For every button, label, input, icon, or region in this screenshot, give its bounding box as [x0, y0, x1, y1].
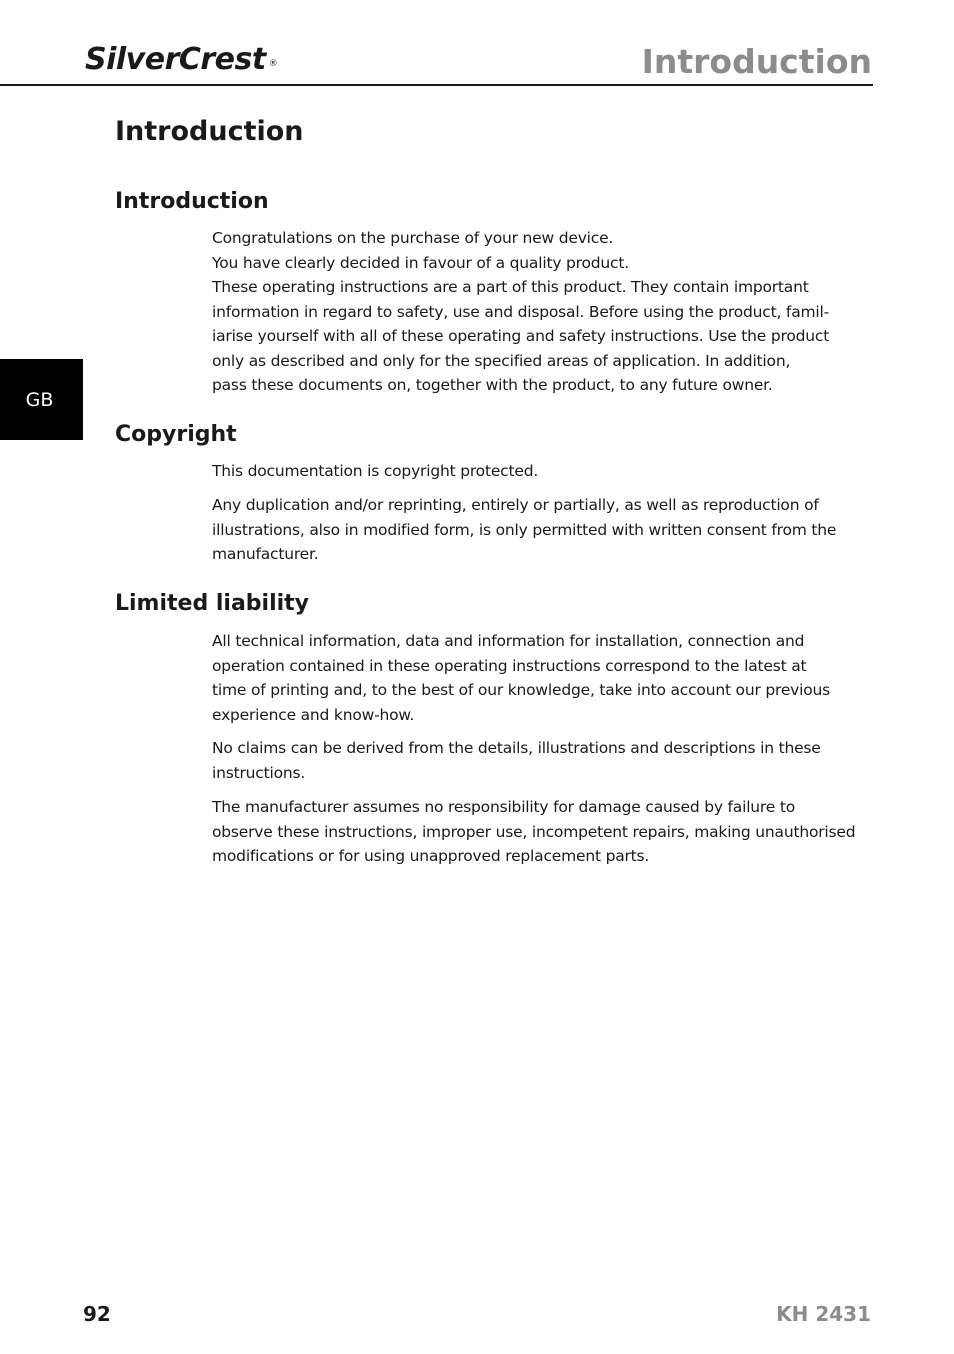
liability-paragraph-2: [212, 736, 847, 785]
model-number: KH 2431: [776, 1302, 871, 1326]
text-line: time of printing and, to the best of our knowledge, take into account our previous: [212, 681, 831, 699]
text-line: iarise yourself with all of these operating and safety instructions. Use the product: [212, 327, 830, 345]
text-line: Congratulations on the purchase of your new device.: [212, 229, 614, 247]
brand-logo: [85, 40, 277, 80]
page-title: Introduction: [115, 116, 304, 147]
section-heading-introduction: Introduction: [115, 189, 269, 214]
text-line: This documentation is copyright protected.: [212, 462, 539, 480]
text-line: operation contained in these operating instructions correspond to the latest at: [212, 656, 807, 675]
text-line: observe these instructions, improper use, incompetent repairs, making unauthorised: [212, 822, 856, 841]
text-line: Any duplication and/or reprinting, entirely or partially, as well as reproduction of: [212, 496, 819, 514]
introduction-paragraph: [212, 226, 847, 398]
text-line: manufacturer.: [212, 545, 319, 563]
liability-paragraph-3: [212, 795, 856, 869]
text-line: These operating instructions are a part of this product. They contain important: [212, 278, 809, 296]
text-line: modifications or for using unapproved replacement parts.: [212, 847, 650, 865]
section-heading-copyright: Copyright: [115, 422, 237, 447]
header-divider: [0, 84, 873, 86]
text-line: experience and know-how.: [212, 705, 415, 724]
section-heading-limited-liability: Limited liability: [115, 591, 310, 616]
text-line: illustrations, also in modified form, is only permitted with written consent from the: [212, 520, 837, 539]
registered-mark: ®: [268, 59, 278, 69]
text-line: The manufacturer assumes no responsibility for damage caused by failure to: [212, 798, 795, 816]
text-line: instructions.: [212, 763, 306, 782]
header-title: Introduction: [641, 42, 872, 81]
page-number: 92: [83, 1302, 111, 1326]
language-tab: [0, 359, 83, 440]
copyright-paragraph-1: [212, 459, 847, 484]
brand-logo-text: SilverCrest: [85, 42, 266, 77]
copyright-paragraph-2: [212, 493, 847, 567]
text-line: You have clearly decided in favour of a quality product.: [212, 253, 629, 272]
text-line: only as described and only for the specified areas of application. In addition,: [212, 351, 791, 370]
text-line: pass these documents on, together with the product, to any future owner.: [212, 376, 773, 394]
text-line: No claims can be derived from the details, illustrations and descriptions in these: [212, 739, 821, 757]
text-line: All technical information, data and information for installation, connection and: [212, 632, 805, 650]
language-tab-label: GB: [25, 388, 54, 411]
liability-paragraph-1: [212, 629, 847, 727]
text-line: information in regard to safety, use and disposal. Before using the product, famil-: [212, 302, 829, 321]
